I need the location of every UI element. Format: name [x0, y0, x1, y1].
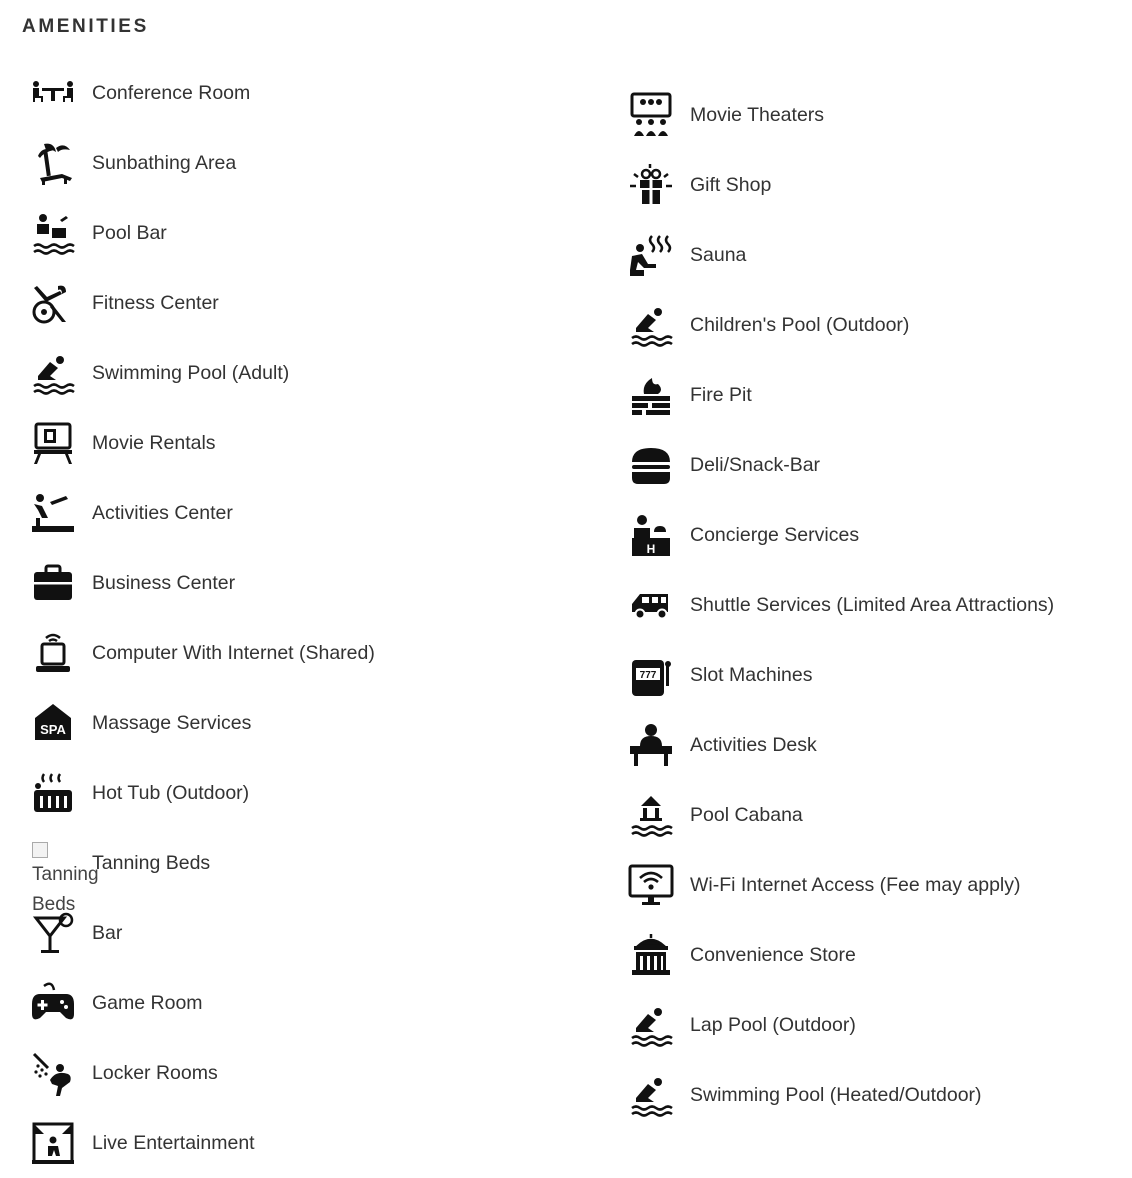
cocktail-icon	[30, 910, 76, 956]
concierge-icon	[628, 512, 674, 558]
amenity-item	[30, 268, 375, 338]
amenity-item	[30, 408, 375, 478]
hot-tub-icon	[30, 770, 76, 816]
swimmer-icon	[30, 350, 76, 396]
amenity-item	[628, 640, 1054, 710]
amenity-label: Wi-Fi Internet Access (Fee may apply)	[690, 873, 1021, 896]
amenity-label: Swimming Pool (Heated/Outdoor)	[690, 1083, 982, 1106]
amenities-list-right	[628, 80, 1054, 1130]
amenity-item	[628, 710, 1054, 780]
amenity-item	[30, 338, 375, 408]
shower-icon	[30, 1050, 76, 1096]
gift-icon	[628, 162, 674, 208]
amenity-item	[30, 618, 375, 688]
spa-icon	[30, 700, 76, 746]
amenity-label: Children's Pool (Outdoor)	[690, 313, 910, 336]
amenity-label: Bar	[92, 921, 123, 944]
amenity-label: Swimming Pool (Adult)	[92, 361, 290, 384]
amenity-label: Sauna	[690, 243, 747, 266]
burger-icon	[628, 442, 674, 488]
stage-icon	[30, 1120, 76, 1166]
amenity-label: Movie Rentals	[92, 431, 216, 454]
fire-pit-icon	[628, 372, 674, 418]
amenity-item	[628, 920, 1054, 990]
amenity-label: Fire Pit	[690, 383, 752, 406]
amenity-label: Shuttle Services (Limited Area Attractions)	[690, 593, 1055, 616]
amenity-label: Sunbathing Area	[92, 151, 237, 174]
amenity-label: Activities Center	[92, 501, 233, 524]
amenity-label: Conference Room	[92, 81, 251, 104]
svg-text:SPA: SPA	[40, 722, 66, 737]
amenity-item	[628, 430, 1054, 500]
amenity-label: Gift Shop	[690, 173, 772, 196]
amenity-item	[628, 500, 1054, 570]
amenities-heading: AMENITIES	[22, 16, 149, 37]
amenity-item	[30, 898, 375, 968]
store-icon	[628, 932, 674, 978]
shuttle-icon	[628, 582, 674, 628]
amenity-label: Concierge Services	[690, 523, 860, 546]
amenity-label: Game Room	[92, 991, 203, 1014]
swimmer-icon	[628, 302, 674, 348]
amenity-label: Pool Cabana	[690, 803, 803, 826]
amenity-item	[628, 360, 1054, 430]
amenity-label: Lap Pool (Outdoor)	[690, 1013, 856, 1036]
sauna-icon	[628, 232, 674, 278]
amenity-item	[30, 1038, 375, 1108]
amenity-item	[30, 58, 375, 128]
amenity-item	[628, 220, 1054, 290]
amenity-item	[30, 128, 375, 198]
broken-image-icon	[30, 840, 99, 915]
movie-rental-icon	[30, 420, 76, 466]
svg-text:777: 777	[639, 670, 657, 681]
amenity-label: Movie Theaters	[690, 103, 825, 126]
amenity-item	[628, 290, 1054, 360]
activities-icon	[30, 490, 76, 536]
amenity-item	[30, 548, 375, 618]
amenity-item	[30, 198, 375, 268]
exercise-bike-icon	[30, 280, 76, 326]
amenity-label: Fitness Center	[92, 291, 219, 314]
briefcase-icon	[30, 560, 76, 606]
svg-text:H: H	[646, 542, 656, 556]
amenity-item	[30, 968, 375, 1038]
desk-icon	[628, 722, 674, 768]
amenity-item	[628, 80, 1054, 150]
slot-machine-icon	[628, 652, 674, 698]
gamepad-icon	[30, 980, 76, 1026]
amenity-item	[628, 780, 1054, 850]
amenity-label: Convenience Store	[690, 943, 856, 966]
palm-lounger-icon	[30, 140, 76, 186]
theater-icon	[628, 92, 674, 138]
conference-room-icon	[30, 70, 76, 116]
amenity-label: Activities Desk	[690, 733, 817, 756]
amenities-list-left	[30, 58, 375, 1178]
amenity-label: Business Center	[92, 571, 236, 594]
amenity-item	[628, 1060, 1054, 1130]
amenity-item	[30, 688, 375, 758]
amenity-label: Computer With Internet (Shared)	[92, 641, 375, 664]
amenity-item	[30, 828, 375, 915]
amenity-label: Hot Tub (Outdoor)	[92, 781, 250, 804]
amenity-item	[30, 478, 375, 548]
amenity-label: Locker Rooms	[92, 1061, 218, 1084]
amenity-label: Slot Machines	[690, 663, 813, 686]
amenity-label: Massage Services	[92, 711, 252, 734]
amenity-item	[30, 758, 375, 828]
amenity-item	[628, 570, 1054, 640]
amenity-item	[628, 850, 1054, 920]
wifi-monitor-icon	[628, 862, 674, 908]
swimmer-icon	[628, 1002, 674, 1048]
computer-wifi-icon	[30, 630, 76, 676]
swimmer-icon	[628, 1072, 674, 1118]
pool-bar-icon	[30, 210, 76, 256]
image-alt-text: Tanning Beds	[32, 864, 99, 915]
amenity-label: Pool Bar	[92, 221, 167, 244]
amenity-item	[628, 990, 1054, 1060]
amenity-label: Deli/Snack-Bar	[690, 453, 821, 476]
amenity-item	[628, 150, 1054, 220]
amenity-label: Tanning Beds	[92, 851, 211, 874]
cabana-icon	[628, 792, 674, 838]
amenity-label: Live Entertainment	[92, 1131, 255, 1154]
amenity-item	[30, 1108, 375, 1178]
